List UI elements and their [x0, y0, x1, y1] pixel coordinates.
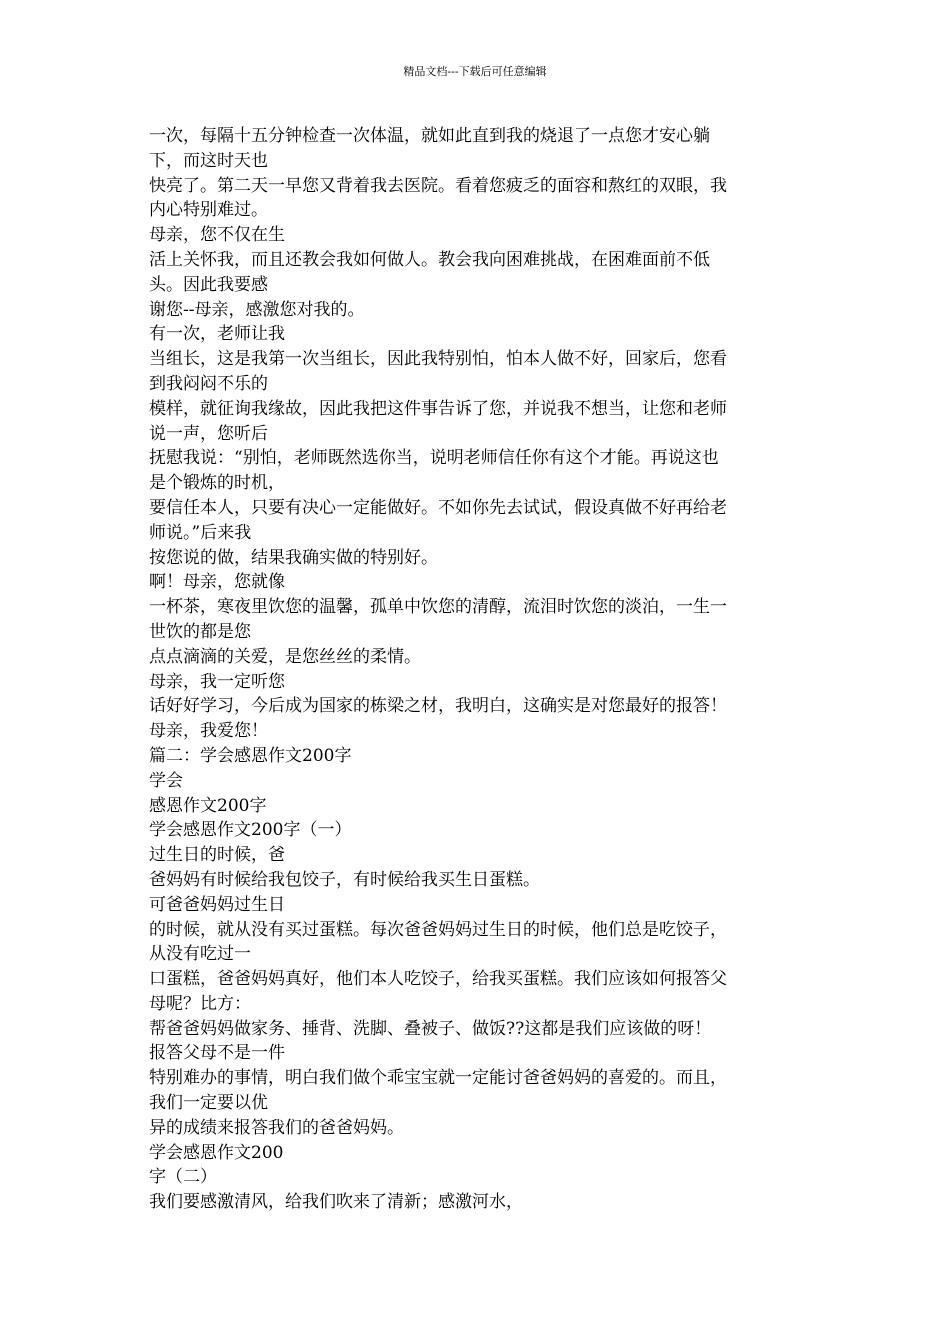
text-line: 世饮的都是您	[149, 621, 251, 642]
text-line: 从没有吃过一	[149, 944, 251, 965]
text-line: 按您说的做，结果我确实做的特别好。	[149, 547, 438, 568]
text-line: 师说。”后来我	[149, 522, 252, 543]
text-line: 学会	[149, 770, 183, 791]
text-line: 过生日的时候，爸	[149, 845, 285, 866]
text-line: 有一次，老师让我	[149, 324, 285, 345]
text-line: 活上关怀我，而且还教会我如何做人。教会我向困难挑战，在困难面前不低	[149, 249, 710, 270]
text-line: 话好好学习，今后成为国家的栋梁之材，我明白，这确实是对您最好的报答！	[149, 696, 727, 717]
text-line: 母呢？比方：	[149, 993, 251, 1014]
page-header: 精品文档---下载后可任意编辑	[403, 65, 547, 78]
text-line: 篇二：学会感恩作文200字	[149, 745, 352, 766]
text-line: 感恩作文200字	[149, 795, 267, 816]
text-line: 爸妈妈有时候给我包饺子，有时候给我买生日蛋糕。	[149, 869, 540, 890]
text-line: 内心特别难过。	[149, 200, 268, 221]
text-line: 啊！母亲，您就像	[149, 572, 285, 593]
text-line: 异的成绩来报答我们的爸爸妈妈。	[149, 1117, 404, 1138]
text-line: 当组长，这是我第一次当组长，因此我特别怕，怕本人做不好，回家后，您看	[149, 349, 727, 370]
text-line: 说一声，您听后	[149, 423, 268, 444]
text-line: 的时候，就从没有买过蛋糕。每次爸爸妈妈过生日的时候，他们总是吃饺子，	[149, 919, 727, 940]
text-line: 一次，每隔十五分钟检查一次体温，就如此直到我的烧退了一点您才安心躺	[149, 126, 710, 146]
text-line: 下，而这时天也	[149, 150, 268, 171]
text-line: 抚慰我说：“别怕，老师既然选你当，说明老师信任你有这个才能。再说这也	[149, 448, 719, 469]
text-line: 模样，就征询我缘故，因此我把这件事告诉了您，并说我不想当，让您和老师	[149, 398, 727, 419]
text-line: 帮爸爸妈妈做家务、捶背、洗脚、叠被子、做饭??这都是我们应该做的呀！	[149, 1018, 712, 1039]
text-line: 口蛋糕，爸爸妈妈真好，他们本人吃饺子，给我买蛋糕。我们应该如何报答父	[149, 969, 727, 990]
text-line: 特别难办的事情，明白我们做个乖宝宝就一定能讨爸爸妈妈的喜爱的。而且，	[149, 1068, 727, 1089]
text-line: 快亮了。第二天一早您又背着我去医院。看着您疲乏的面容和熬红的双眼，我	[149, 175, 727, 196]
text-line: 母亲，我一定听您	[149, 671, 285, 692]
text-line: 字（二）	[149, 1167, 217, 1188]
text-line: 到我闷闷不乐的	[149, 373, 268, 394]
text-line: 可爸爸妈妈过生日	[149, 894, 285, 915]
text-line: 报答父母不是一件	[149, 1043, 285, 1064]
document-body	[149, 124, 805, 1215]
text-line: 点点滴滴的关爱，是您丝丝的柔情。	[149, 646, 421, 667]
text-line: 是个锻炼的时机，	[149, 473, 285, 494]
text-line: 一杯茶，寒夜里饮您的温馨，孤单中饮您的清醇，流泪时饮您的淡泊，一生一	[149, 597, 727, 618]
text-line: 谢您--母亲，感激您对我的。	[149, 299, 365, 320]
text-line: 我们要感激清风，给我们吹来了清新；感激河水，	[149, 1192, 523, 1213]
text-line: 学会感恩作文200字（一）	[149, 820, 352, 841]
text-line: 母亲，我爱您！	[149, 721, 268, 742]
text-line: 头。因此我要感	[149, 274, 268, 295]
text-line: 学会感恩作文200	[149, 1142, 284, 1163]
text-line: 母亲，您不仅在生	[149, 225, 285, 246]
text-line: 我们一定要以优	[149, 1093, 268, 1114]
text-line: 要信任本人，只要有决心一定能做好。不如你先去试试，假设真做不好再给老	[149, 497, 727, 518]
